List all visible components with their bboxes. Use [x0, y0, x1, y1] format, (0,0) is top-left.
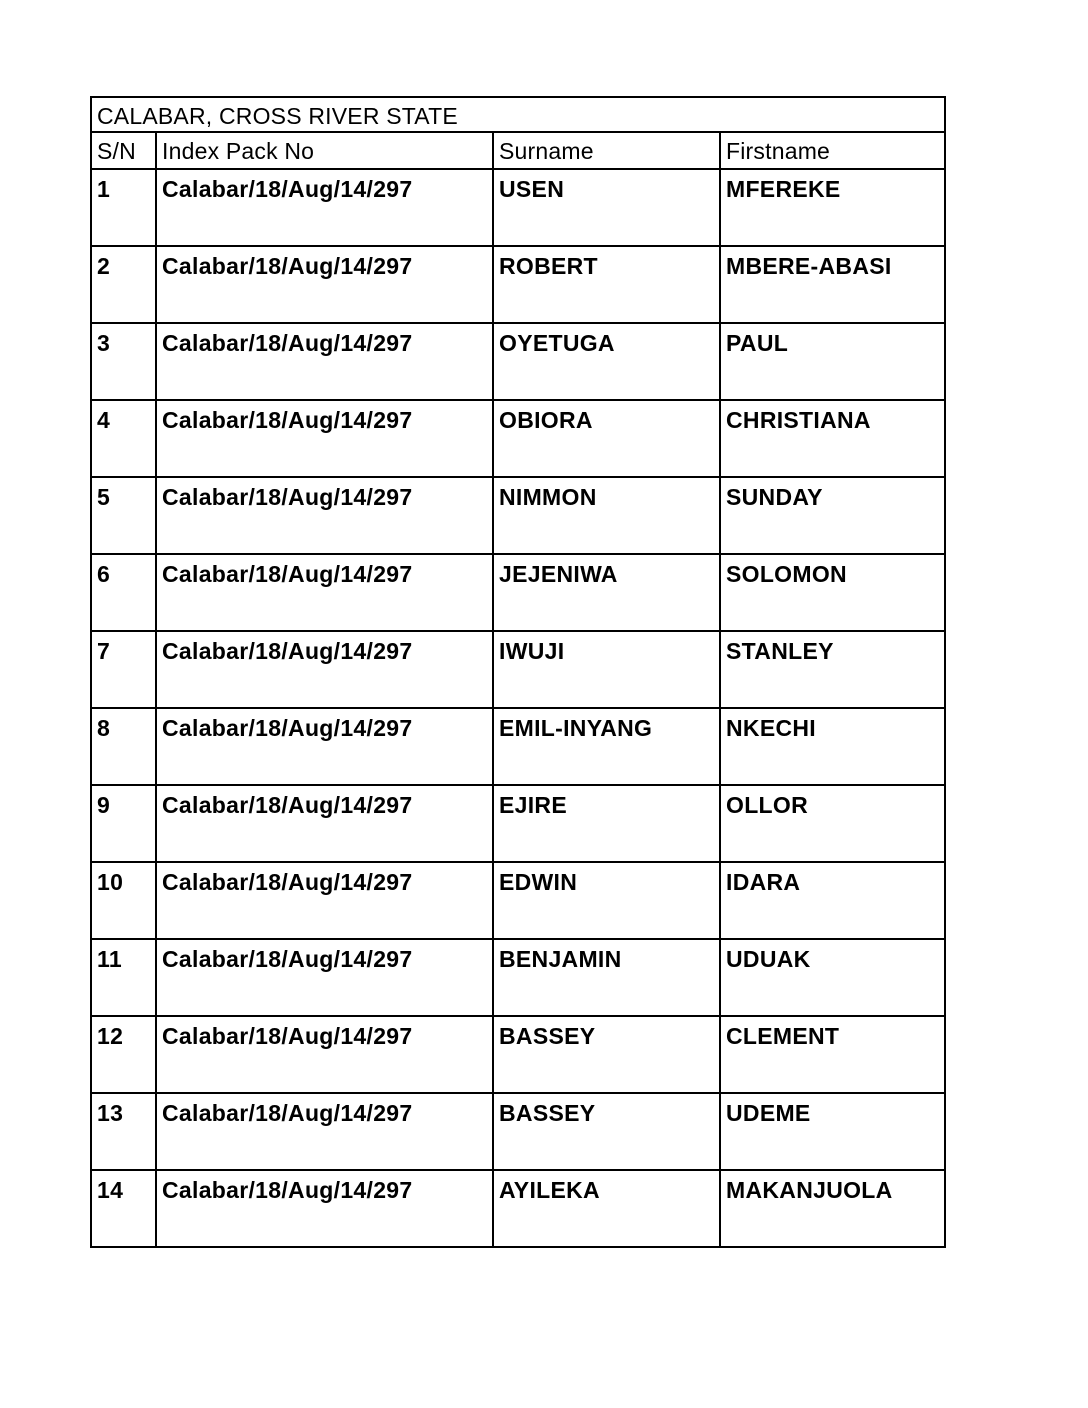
cell-sn: 4 — [91, 400, 156, 477]
candidate-list-table — [90, 96, 946, 1248]
cell-index-pack-no: Calabar/18/Aug/14/297 — [156, 785, 493, 862]
cell-sn: 2 — [91, 246, 156, 323]
cell-firstname: CLEMENT — [720, 1016, 945, 1093]
cell-index-pack-no: Calabar/18/Aug/14/297 — [156, 708, 493, 785]
header-surname: Surname — [493, 132, 720, 169]
cell-surname: IWUJI — [493, 631, 720, 708]
table-row — [91, 785, 945, 862]
cell-sn: 13 — [91, 1093, 156, 1170]
cell-surname: EJIRE — [493, 785, 720, 862]
cell-index-pack-no: Calabar/18/Aug/14/297 — [156, 1170, 493, 1247]
cell-sn: 1 — [91, 169, 156, 246]
cell-surname: NIMMON — [493, 477, 720, 554]
header-row — [91, 132, 945, 169]
cell-sn: 8 — [91, 708, 156, 785]
header-index-pack-no: Index Pack No — [156, 132, 493, 169]
cell-firstname: MAKANJUOLA — [720, 1170, 945, 1247]
cell-index-pack-no: Calabar/18/Aug/14/297 — [156, 1093, 493, 1170]
table-row — [91, 1016, 945, 1093]
cell-firstname: CHRISTIANA — [720, 400, 945, 477]
table-title: CALABAR, CROSS RIVER STATE — [91, 97, 945, 132]
cell-index-pack-no: Calabar/18/Aug/14/297 — [156, 631, 493, 708]
cell-firstname: NKECHI — [720, 708, 945, 785]
cell-index-pack-no: Calabar/18/Aug/14/297 — [156, 1016, 493, 1093]
cell-surname: JEJENIWA — [493, 554, 720, 631]
cell-firstname: STANLEY — [720, 631, 945, 708]
table-row — [91, 477, 945, 554]
cell-index-pack-no: Calabar/18/Aug/14/297 — [156, 477, 493, 554]
cell-sn: 12 — [91, 1016, 156, 1093]
cell-surname: BASSEY — [493, 1093, 720, 1170]
table-row — [91, 631, 945, 708]
cell-index-pack-no: Calabar/18/Aug/14/297 — [156, 554, 493, 631]
cell-surname: EDWIN — [493, 862, 720, 939]
cell-index-pack-no: Calabar/18/Aug/14/297 — [156, 246, 493, 323]
table-row — [91, 862, 945, 939]
cell-sn: 7 — [91, 631, 156, 708]
header-sn: S/N — [91, 132, 156, 169]
cell-surname: EMIL-INYANG — [493, 708, 720, 785]
cell-firstname: MBERE-ABASI — [720, 246, 945, 323]
cell-index-pack-no: Calabar/18/Aug/14/297 — [156, 400, 493, 477]
cell-surname: ROBERT — [493, 246, 720, 323]
cell-index-pack-no: Calabar/18/Aug/14/297 — [156, 939, 493, 1016]
cell-sn: 10 — [91, 862, 156, 939]
cell-sn: 11 — [91, 939, 156, 1016]
cell-sn: 3 — [91, 323, 156, 400]
cell-firstname: PAUL — [720, 323, 945, 400]
header-firstname: Firstname — [720, 132, 945, 169]
cell-firstname: UDUAK — [720, 939, 945, 1016]
cell-sn: 9 — [91, 785, 156, 862]
cell-surname: OBIORA — [493, 400, 720, 477]
table-row — [91, 323, 945, 400]
cell-surname: OYETUGA — [493, 323, 720, 400]
cell-surname: BENJAMIN — [493, 939, 720, 1016]
cell-surname: AYILEKA — [493, 1170, 720, 1247]
cell-index-pack-no: Calabar/18/Aug/14/297 — [156, 323, 493, 400]
table-row — [91, 400, 945, 477]
cell-surname: USEN — [493, 169, 720, 246]
cell-index-pack-no: Calabar/18/Aug/14/297 — [156, 169, 493, 246]
cell-sn: 5 — [91, 477, 156, 554]
cell-sn: 14 — [91, 1170, 156, 1247]
cell-firstname: SUNDAY — [720, 477, 945, 554]
title-row — [91, 97, 945, 132]
cell-firstname: UDEME — [720, 1093, 945, 1170]
table-row — [91, 246, 945, 323]
cell-firstname: IDARA — [720, 862, 945, 939]
table-row — [91, 554, 945, 631]
table-row — [91, 939, 945, 1016]
table-row — [91, 169, 945, 246]
table-row — [91, 708, 945, 785]
table-row — [91, 1093, 945, 1170]
cell-sn: 6 — [91, 554, 156, 631]
table-row — [91, 1170, 945, 1247]
cell-firstname: OLLOR — [720, 785, 945, 862]
cell-firstname: SOLOMON — [720, 554, 945, 631]
cell-index-pack-no: Calabar/18/Aug/14/297 — [156, 862, 493, 939]
cell-firstname: MFEREKE — [720, 169, 945, 246]
cell-surname: BASSEY — [493, 1016, 720, 1093]
